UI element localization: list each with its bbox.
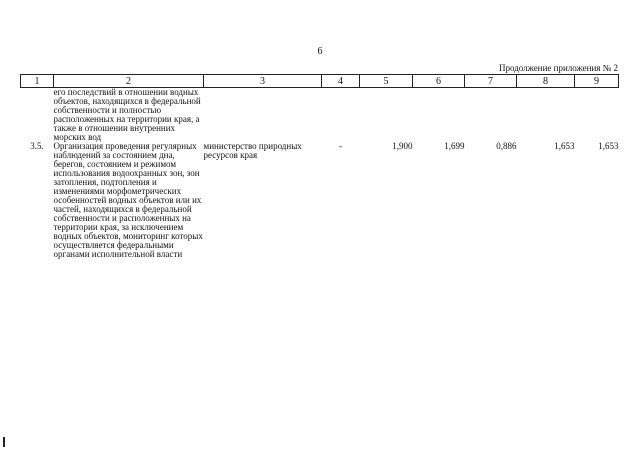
column-header-1: 1 [21, 75, 54, 88]
row-col8-value: 1,653 [554, 141, 575, 151]
table-row [21, 142, 619, 259]
column-number-header-row [21, 75, 619, 88]
row-col5-value: 1,900 [392, 141, 413, 151]
page-number: 6 [317, 46, 323, 57]
row-col6-value: 1,699 [444, 141, 465, 151]
row-col9-value: 1,653 [598, 141, 619, 151]
program-table [20, 74, 619, 259]
scan-edge-mark [3, 437, 5, 447]
column-header-4: 4 [322, 75, 360, 88]
row-number: 3.5. [30, 141, 44, 151]
column-header-2: 2 [54, 75, 204, 88]
column-header-6: 6 [413, 75, 465, 88]
column-header-9: 9 [575, 75, 619, 88]
continued-row [21, 88, 619, 143]
column-header-7: 7 [465, 75, 517, 88]
row-col7-value: 0,886 [496, 141, 517, 151]
row-description: Организация проведения регулярных наблюдений за состоянием дна, берегов, состоянием и режимом использования водоохранных зон, зон затопления, подтопления и изменениями морфометрических особенностей водных объектов или их частей, находящихся в федеральной собственности и расположенных на территории края, за исключением водных объектов, мониторинг которых осуществляется федеральными органами исполнительной власти [53, 141, 203, 259]
appendix-continuation-note: Продолжение приложения № 2 [498, 63, 618, 73]
column-header-5: 5 [360, 75, 413, 88]
row-col4-value: - [339, 141, 342, 151]
column-header-3: 3 [204, 75, 322, 88]
continued-description: его последствий в отношении водных объектов, находящихся в федеральной собственности и полностью расположенных на территории края, а также в отношении внутренних морских вод [53, 87, 201, 142]
row-responsible: министерство природных ресурсов края [203, 141, 302, 160]
column-header-8: 8 [517, 75, 575, 88]
